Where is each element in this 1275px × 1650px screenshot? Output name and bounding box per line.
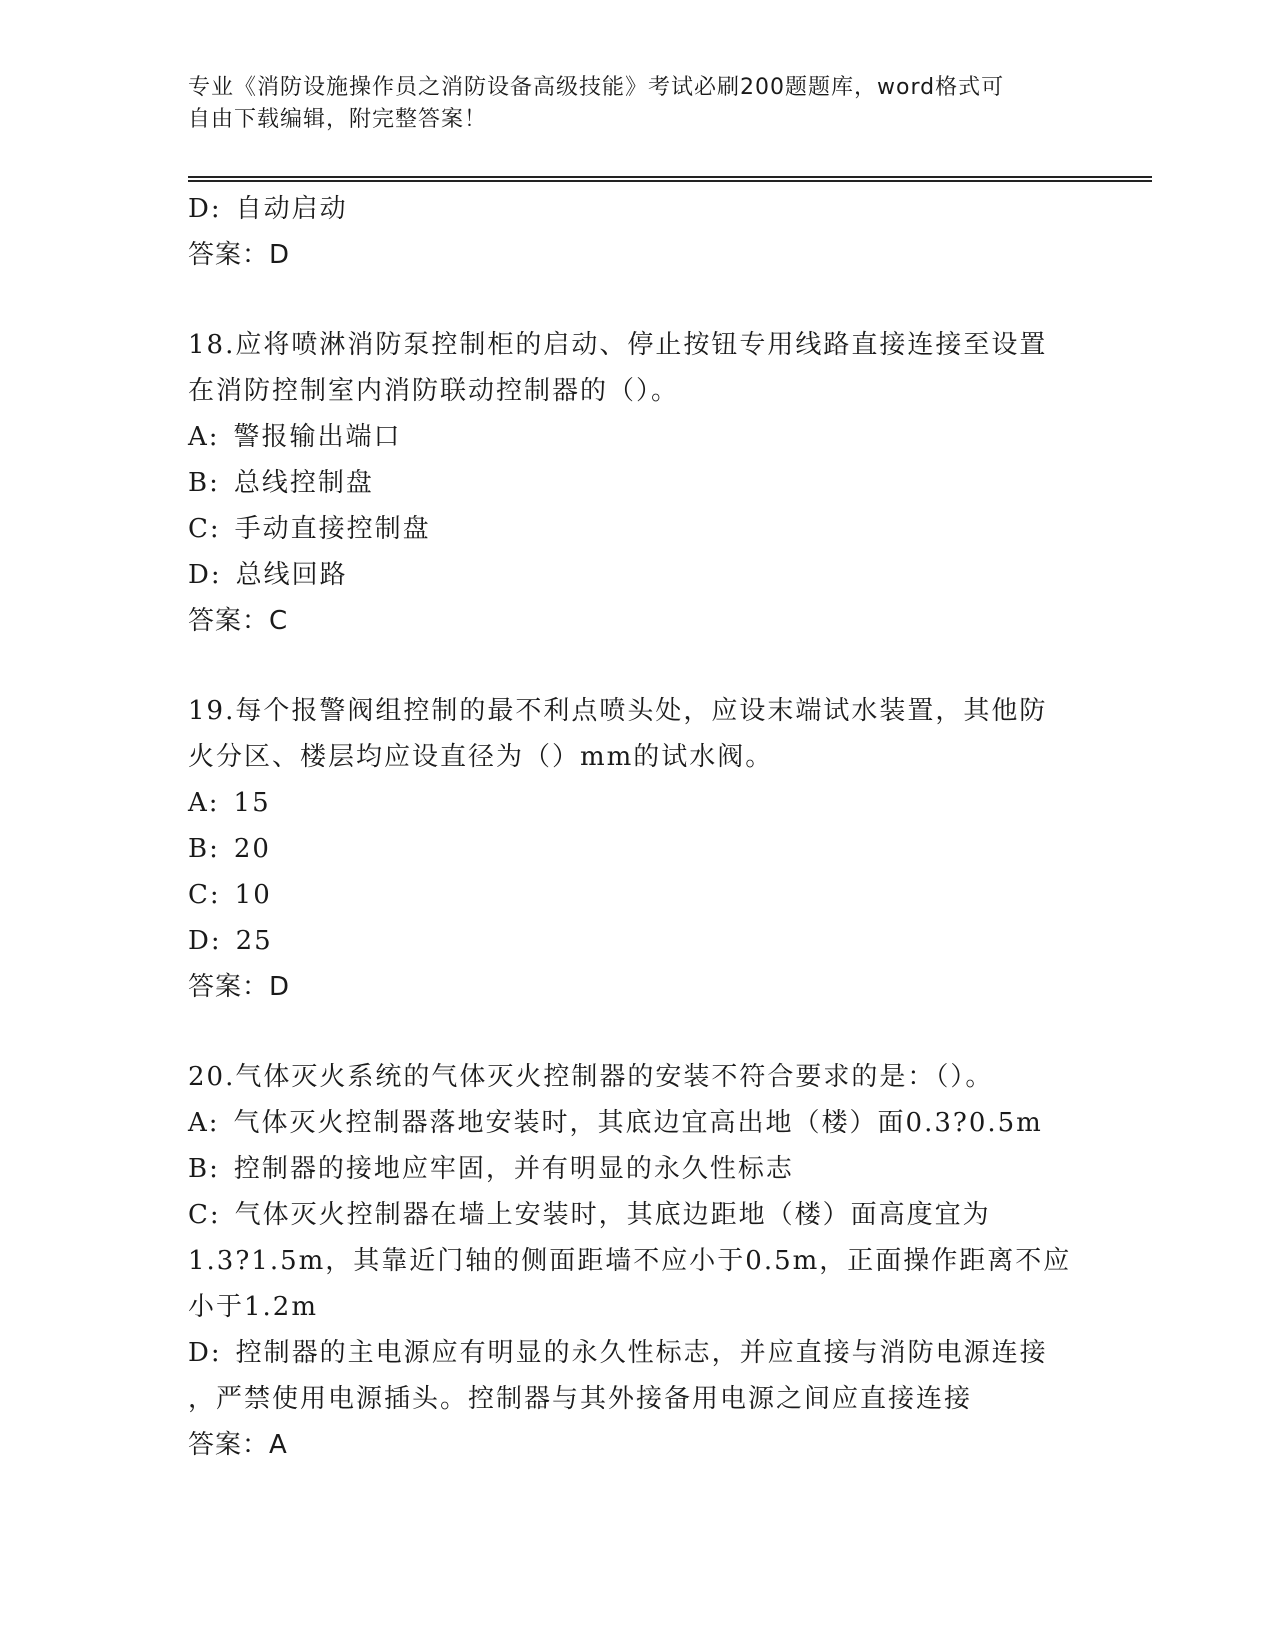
option-separator: : (210, 194, 222, 224)
header-line-1: 专业《消防设施操作员之消防设备高级技能》考试必刷200题题库，word格式可 (188, 75, 1005, 100)
question-list (188, 186, 1088, 1468)
option-separator: : (210, 1338, 222, 1368)
stem-line: 20.气体灭火系统的气体灭火控制器的安装不符合要求的是：（）。 (188, 1062, 994, 1092)
option-key: B (188, 1154, 210, 1184)
option-key: C (188, 514, 210, 544)
option-separator: : (209, 1154, 220, 1184)
option-key: B (188, 468, 210, 498)
option-d (188, 552, 1088, 598)
option-text: 控制器的主电源应有明显的永久性标志，并应直接与消防电源连接 (235, 1338, 1048, 1368)
option-text: 气体灭火控制器在墙上安装时，其底边距地（楼）面高度宜为 (234, 1200, 991, 1230)
question-stem (188, 688, 1088, 780)
option-text: 20 (233, 834, 271, 864)
option-text: 25 (235, 926, 273, 956)
option-b (188, 826, 1088, 872)
option-separator: : (209, 514, 221, 544)
option-c (188, 1192, 1088, 1330)
question-20 (188, 1054, 1088, 1468)
option-separator: : (208, 1108, 220, 1138)
option-key: A (188, 1108, 209, 1138)
stem-line: 火分区、楼层均应设直径为（）mm的试水阀。 (188, 742, 774, 772)
option-d (188, 186, 1088, 232)
header-line-2: 自由下载编辑，附完整答案！ (188, 107, 488, 132)
option-key: A (188, 422, 209, 452)
option-c (188, 506, 1088, 552)
option-key: D (188, 926, 211, 956)
option-c-line: 小于1.2m (188, 1292, 319, 1322)
option-separator: : (209, 834, 220, 864)
header-double-rule (188, 176, 1152, 182)
option-text: 总线控制盘 (233, 468, 374, 498)
option-a (188, 780, 1088, 826)
answer-line: 答案：A (188, 1430, 288, 1460)
option-text: 警报输出端口 (233, 422, 402, 452)
option-text: 总线回路 (235, 560, 348, 590)
option-b (188, 460, 1088, 506)
stem-line: 19.每个报警阀组控制的最不利点喷头处，应设末端试水装置，其他防 (188, 696, 1048, 726)
question-19 (188, 688, 1088, 1010)
answer-line: 答案：D (188, 240, 291, 270)
option-key: D (188, 560, 211, 590)
option-text: 手动直接控制盘 (234, 514, 431, 544)
option-separator: : (208, 788, 220, 818)
option-text: 自动启动 (235, 194, 348, 224)
option-separator: : (209, 1200, 221, 1230)
question-stem (188, 322, 1088, 414)
option-c-line (188, 1192, 1088, 1238)
option-separator: : (209, 880, 221, 910)
option-d-line (188, 1330, 1088, 1376)
option-key: D (188, 1338, 211, 1368)
option-text: 15 (233, 788, 271, 818)
question-stem (188, 1054, 1088, 1100)
stem-line: 18.应将喷淋消防泵控制柜的启动、停止按钮专用线路直接连接至设置 (188, 330, 1048, 360)
option-separator: : (210, 560, 222, 590)
option-text: 气体灭火控制器落地安装时，其底边宜高出地（楼）面0.3?0.5m (233, 1108, 1043, 1138)
option-key: C (188, 880, 210, 910)
option-key: D (188, 194, 211, 224)
option-a (188, 414, 1088, 460)
option-b (188, 1146, 1088, 1192)
answer-line: 答案：D (188, 972, 291, 1002)
option-c (188, 872, 1088, 918)
option-key: C (188, 1200, 210, 1230)
option-separator: : (208, 422, 220, 452)
option-separator: : (210, 926, 222, 956)
option-text: 控制器的接地应牢固，并有明显的永久性标志 (233, 1154, 794, 1184)
document-header (188, 72, 1068, 136)
option-c-line: 1.3?1.5m，其靠近门轴的侧面距墙不应小于0.5m，正面操作距离不应 (188, 1246, 1072, 1276)
option-a (188, 1100, 1088, 1146)
option-key: A (188, 788, 209, 818)
option-separator: : (209, 468, 220, 498)
stem-line: 在消防控制室内消防联动控制器的（）。 (188, 376, 680, 406)
option-d-line: ，严禁使用电源插头。控制器与其外接备用电源之间应直接连接 (188, 1384, 973, 1414)
option-d (188, 1330, 1088, 1422)
option-text: 10 (234, 880, 272, 910)
question-18 (188, 322, 1088, 644)
option-d (188, 918, 1088, 964)
option-key: B (188, 834, 210, 864)
answer-line: 答案：C (188, 606, 289, 636)
